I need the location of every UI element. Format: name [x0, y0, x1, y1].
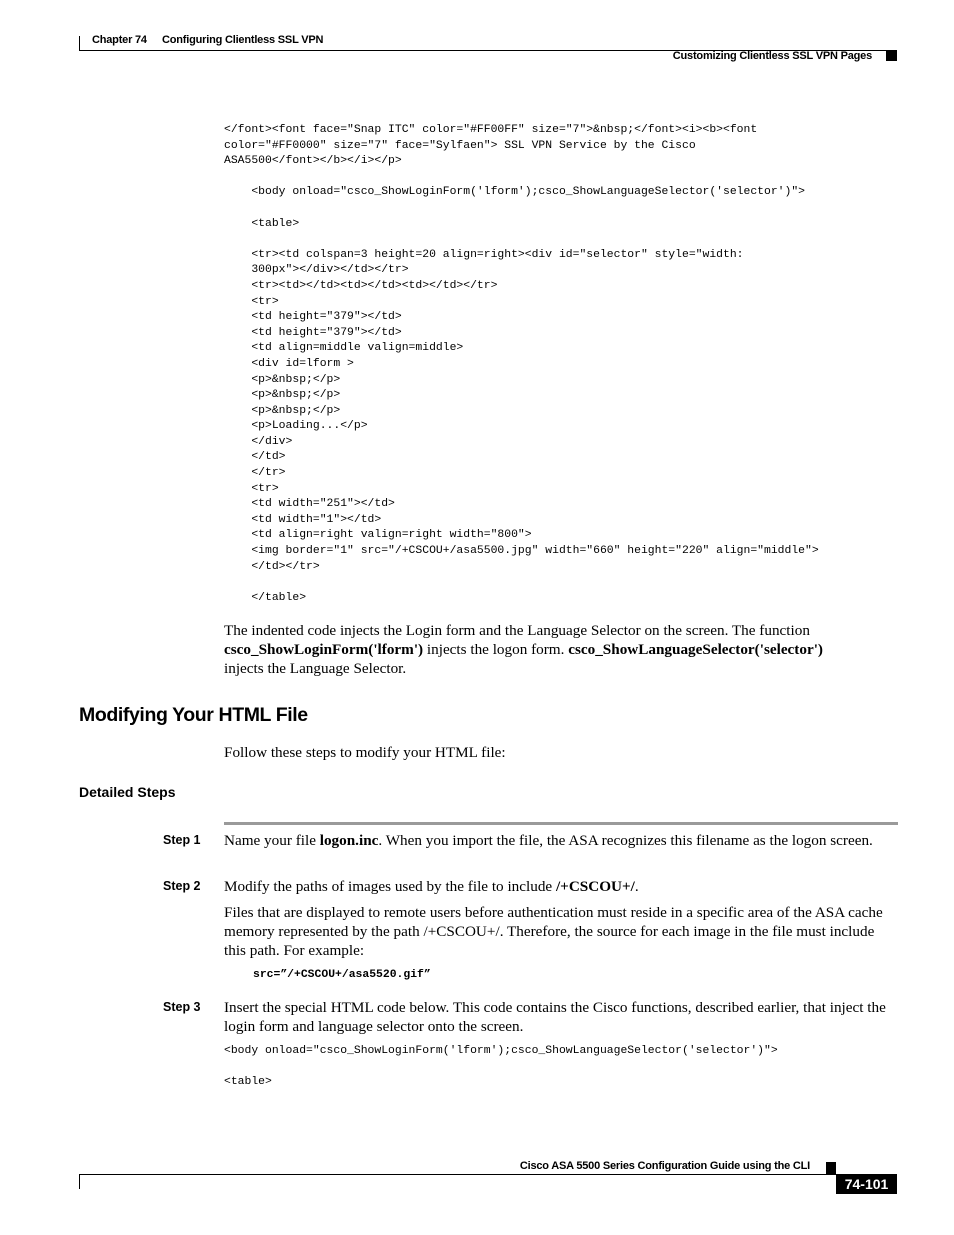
code-line: <td align=middle valign=middle>	[224, 342, 464, 355]
code-line: <p>&nbsp;</p>	[224, 404, 341, 417]
step-2-example: src=”/+CSCOU+/asa5520.gif”	[253, 969, 431, 981]
step-2-text-a: Modify the paths of images used by the file to include	[224, 878, 556, 895]
code-line: <table>	[224, 217, 300, 230]
footer-guide-title: Cisco ASA 5500 Series Configuration Guide using the CLI	[519, 1160, 810, 1172]
step-3-code-table: <table>	[224, 1076, 272, 1088]
code-line: </div>	[224, 435, 293, 448]
step-2-text-b: .	[634, 878, 639, 895]
code-line: </td></tr>	[224, 560, 320, 573]
header-left-bar	[79, 36, 80, 51]
footer-left-bar	[79, 1174, 80, 1189]
step-2-paragraph: Files that are displayed to remote users before authentication must reside in a specific area of the ASA cache memory represented by the path /+CSCOU+/. Therefore, the source for each image in the file must include this path. For example:	[224, 904, 883, 959]
function-showlanguageselector: csco_ShowLanguageSelector('selector')	[568, 641, 823, 658]
code-line: <img border="1" src="/+CSCOU+/asa5500.jpg" width="660" height="220" align="middle">	[224, 545, 819, 558]
code-line: </table>	[224, 591, 307, 604]
code-line: ASA5500</font></b></i></p>	[224, 155, 402, 168]
header-chapter-title: Configuring Clientless SSL VPN	[162, 34, 324, 46]
steps-rule	[224, 822, 898, 825]
code-line	[224, 201, 819, 217]
step-3-label: Step 3	[163, 1000, 201, 1014]
code-line: color="#FF0000" size="7" face="Sylfaen"> SSL VPN Service by the Cisco	[224, 139, 696, 152]
code-line: <div id=lform >	[224, 357, 354, 370]
code-line: <tr><td colspan=3 height=20 align=right><div id="selector" style="width:	[224, 248, 744, 261]
code-line: </tr>	[224, 467, 286, 480]
page-number: 74-101	[844, 1176, 889, 1192]
code-line: <tr>	[224, 482, 279, 495]
step-1-text-a: Name your file	[224, 832, 320, 849]
code-line: <td height="379"></td>	[224, 311, 402, 324]
step-1-label: Step 1	[163, 833, 201, 847]
intro-text: Follow these steps to modify your HTML file:	[224, 744, 506, 761]
explanation-text-1: The indented code injects the Login form and the Language Selector on the screen. The function	[224, 622, 810, 639]
explanation-text-3: injects the Language Selector.	[224, 660, 407, 677]
code-line: <p>Loading...</p>	[224, 420, 368, 433]
code-line: <p>&nbsp;</p>	[224, 373, 341, 386]
step-1-text-b: . When you import the file, the ASA recognizes this filename as the logon screen.	[378, 832, 873, 849]
code-line: 300px"></div></td></tr>	[224, 264, 409, 277]
step-3-code-body: <body onload="csco_ShowLoginForm('lform');csco_ShowLanguageSelector('selector')">	[224, 1045, 778, 1057]
footer-rule	[79, 1174, 897, 1175]
code-line: <td height="379"></td>	[224, 326, 402, 339]
function-showloginform: csco_ShowLoginForm('lform')	[224, 641, 424, 658]
step-1-filename: logon.inc	[319, 832, 379, 849]
section-title: Modifying Your HTML File	[79, 704, 308, 726]
step-2-text	[224, 877, 898, 896]
code-block-login-page	[224, 123, 819, 606]
code-line: <tr>	[224, 295, 279, 308]
code-line	[224, 170, 819, 186]
step-3-text: Insert the special HTML code below. This code contains the Cisco functions, described earlier, that inject the login form and language selector onto the screen.	[224, 999, 886, 1035]
code-line: </font><font face="Snap ITC" color="#FF00FF" size="7">&nbsp;</font><i><b><font	[224, 124, 758, 136]
code-line	[224, 232, 819, 248]
step-2-path: /+CSCOU+/	[555, 878, 635, 895]
header-chapter: Chapter 74	[92, 34, 147, 46]
code-line	[224, 575, 819, 591]
header-section: Customizing Clientless SSL VPN Pages	[672, 50, 872, 62]
code-line: </td>	[224, 451, 286, 464]
subsection-title: Detailed Steps	[79, 784, 176, 800]
code-line: <body onload="csco_ShowLoginForm('lform');csco_ShowLanguageSelector('selector')">	[224, 186, 806, 199]
step-1-text	[224, 831, 892, 850]
header-marker-block	[886, 51, 897, 61]
code-line: <p>&nbsp;</p>	[224, 389, 341, 402]
code-line: <td align=right valign=right width="800">	[224, 529, 532, 542]
footer-marker-block	[826, 1162, 836, 1174]
step-2-label: Step 2	[163, 879, 201, 893]
code-line: <td width="1"></td>	[224, 513, 382, 526]
code-line: <tr><td></td><td></td><td></td></tr>	[224, 279, 498, 292]
explanation-text-2: injects the logon form.	[423, 641, 569, 658]
explanation-paragraph	[224, 621, 904, 678]
code-line: <td width="251"></td>	[224, 498, 395, 511]
